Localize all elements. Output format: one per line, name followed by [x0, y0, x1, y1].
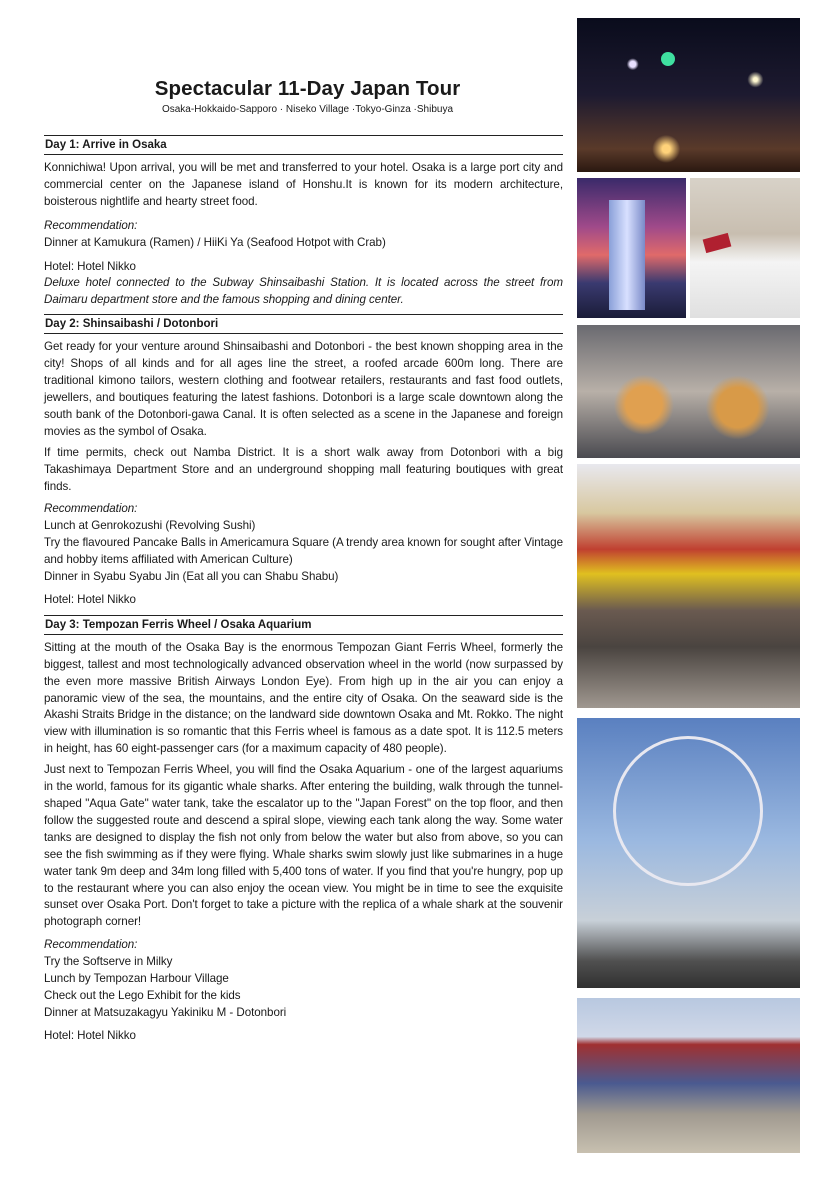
- day-description: Sitting at the mouth of the Osaka Bay is the enormous Tempozan Giant Ferris Wheel, formerly the biggest, tallest and most technologically advanced observation wheel in the world (now surpassed by the even more massive British Airways London Eye). From high up in the air you can enjoy a panoramic view of the sea, the mountains, and the entire city of Osaka. On the seaward side is the Akashi Straits Bridge in the distance; on the landward side downtown Osaka and Mt. Rokko. The night view with illumination is so romantic that this Ferris wheel is famous as a date spot. It is 112.5 meters in height, has 60 eight-passenger cars (for a maximum capacity of 480 people).: [44, 640, 563, 756]
- recommendations: [44, 501, 563, 586]
- photo-hotel-tower: [577, 178, 686, 318]
- recommendation-label: Recommendation:: [44, 218, 138, 232]
- recommendation-item: Dinner at Kamukura (Ramen) / HiiKi Ya (Seafood Hotpot with Crab): [44, 235, 386, 249]
- recommendation-item: Try the flavoured Pancake Balls in Americamura Square (A trendy area known for sought after Vintage and hobby items affiliated with American Culture): [44, 536, 563, 567]
- day-description: Just next to Tempozan Ferris Wheel, you will find the Osaka Aquarium - one of the largest aquariums in the world, famous for its gigantic whale sharks. After entering the building, walk through the tunnel-shaped "Aqua Gate" water tank, take the escalator up to the "Japan Forest" on the top floor, and then follow the suggested route and descend a spiral slope, viewing each tank along the way. Some water tanks are designed to display the fish not only from below the water but also from above, so you can see the fish swimming as if they were flying. Whale sharks swim slowly just like submarines in a huge water tank 9m deep and 34m long filled with 5,400 tons of water. If you find that you're hungry, pop up to the restaurant where you can also enjoy the ocean view. You might be in time to see the exquisite sunset over Osaka Port. Don't forget to take a picture with the replica of a whale shark at the souvenir photograph corner!: [44, 763, 563, 929]
- green-sign: [661, 52, 675, 66]
- day-2-section: [44, 314, 563, 609]
- recommendation-label: Recommendation:: [44, 502, 138, 516]
- day-description: Get ready for your venture around Shinsaibashi and Dotonbori - the best known shopping area in the city! Shops of all kinds and for all ages line the street, a roofed arcade 600m long. There are traditional kimono tailors, western clothing and footwear retailers, restaurants and fast food outlets, jewellers, and boutiques featuring the latest fashions. Dotonbori is a large scale downtown along the south bank of the Dotonbori-gawa Canal. It is often selected as a scene in the Japanese and foreign movies as the symbol of Osaka.: [44, 340, 563, 438]
- day-heading: Day 3: Tempozan Ferris Wheel / Osaka Aquarium: [44, 615, 563, 635]
- recommendations: [44, 218, 563, 252]
- day-heading: Day 2: Shinsaibashi / Dotonbori: [44, 314, 563, 334]
- day-heading: Day 1: Arrive in Osaka: [44, 135, 563, 155]
- itinerary-column: [44, 76, 563, 1045]
- hotel-description: Deluxe hotel connected to the Subway Shinsaibashi Station. It is located across the street from Daimaru department store and the famous shopping and dining center.: [44, 276, 563, 307]
- day-3-section: [44, 615, 563, 1045]
- recommendation-item: Dinner at Matsuzakagyu Yakiniku M - Dotonbori: [44, 1005, 287, 1019]
- recommendation-item: Lunch by Tempozan Harbour Village: [44, 972, 229, 986]
- photo-dotonbori-street: [577, 464, 800, 708]
- hotel-line: Hotel: Hotel Nikko: [44, 592, 136, 606]
- recommendation-item: Lunch at Genrokozushi (Revolving Sushi): [44, 519, 256, 533]
- hotel-line: Hotel: Hotel Nikko: [44, 1028, 136, 1042]
- recommendation-item: Try the Softserve in Milky: [44, 955, 173, 969]
- red-pillow: [703, 233, 732, 253]
- page-title: Spectacular 11-Day Japan Tour: [154, 77, 461, 100]
- day-1-section: [44, 135, 563, 309]
- tower-building: [609, 200, 645, 310]
- photo-osaka-aquarium: [577, 998, 800, 1153]
- day-description: If time permits, check out Namba District. It is a short walk away from Dotonbori with a big Takashimaya Department Store and an underground shopping mall featuring boutiques with great finds.: [44, 445, 563, 493]
- photo-osaka-night-street: [577, 18, 800, 172]
- recommendation-item: Dinner in Syabu Syabu Jin (Eat all you can Shabu Shabu): [44, 570, 339, 584]
- day-description: Konnichiwa! Upon arrival, you will be met and transferred to your hotel. Osaka is a large port city and commercial center on the Japanese island of Honshu.It is known for its modern architecture, boisterous nightlife and hearty street food.: [44, 161, 563, 208]
- photo-tempozan-ferris-wheel: [577, 718, 800, 988]
- ferris-wheel-ring: [613, 736, 763, 886]
- recommendation-label: Recommendation:: [44, 938, 138, 952]
- recommendations: [44, 937, 563, 1022]
- hotel-line: Hotel: Hotel Nikko: [44, 259, 136, 273]
- page-subtitle: Osaka-Hokkaido-Sapporo · Niseko Village ·Tokyo-Ginza ·Shibuya: [161, 104, 454, 115]
- photo-hotel-room: [690, 178, 800, 318]
- photo-pancake-balls: [577, 325, 800, 458]
- recommendation-item: Check out the Lego Exhibit for the kids: [44, 988, 241, 1002]
